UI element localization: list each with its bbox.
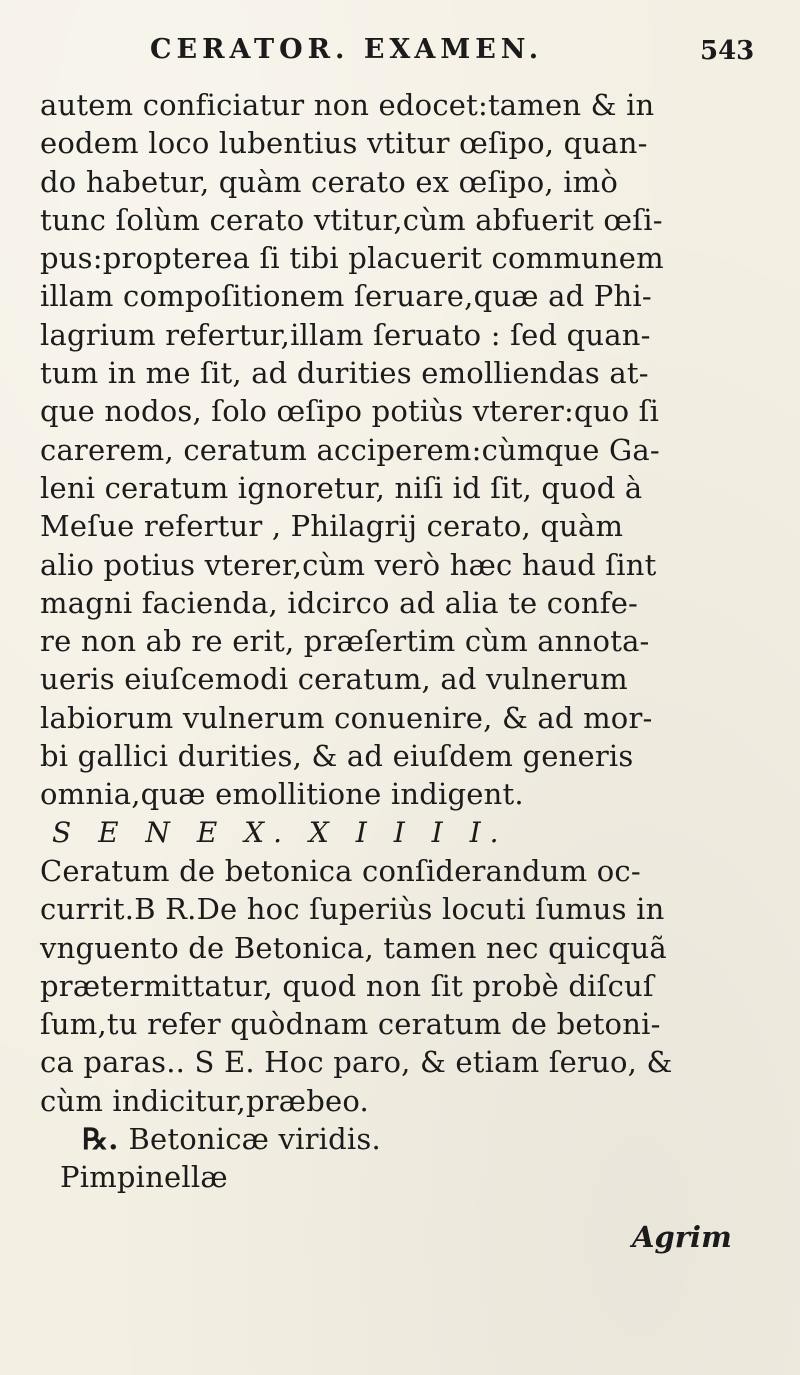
body-line: leni ceratum ignoretur, niſi id ſit, quod à [40,470,643,505]
body-line: alio potius vterer,cùm verò hæc haud ſint [40,547,657,582]
body-line: lagrium refertur,illam ſeruato : ſed quan- [40,317,651,352]
body-line: bi gallici durities, & ad eiuſdem generis [40,739,634,774]
section-line: ca paras.. S E. Hoc paro, & etiam ſeruo, & [40,1045,673,1080]
section-heading: S E N E X. X I I I I. [52,815,508,849]
page-number: 543 [700,36,755,66]
body-line: re non ab re erit, præſertim cùm annota- [40,624,650,659]
body-line: pus:propterea ſi tibi placuerit communem [40,241,664,276]
body-line: do habetur, quàm cerato ex œſipo, imò [40,164,619,199]
body-line: magni facienda, idcirco ad alia te confe- [40,585,639,620]
body-line: omnia,quæ emollitione indigent. [40,777,524,812]
text-block [40,86,780,1197]
recipe-ingredient: Betonicæ viridis. [128,1122,381,1157]
body-line: carerem, ceratum acciperem:cùmque Ga- [40,432,660,467]
recipe-symbol-icon: ℞. [82,1122,119,1157]
body-line: eodem loco lubentius vtitur œſipo, quan- [40,126,648,161]
body-line: labiorum vulnerum conuenire, & ad mor- [40,700,653,735]
catchword: Agrim [632,1220,732,1254]
body-line: tunc ſolùm cerato vtitur,cùm abfuerit œſi- [40,202,663,237]
body-line: Meſue refertur , Philagrij cerato, quàm [40,509,624,544]
recipe-line [40,1120,780,1158]
body-line: illam compoſitionem ſeruare,quæ ad Phi- [40,279,652,314]
section-line: currit.B R.De hoc ſuperiùs locuti ſumus in [40,892,665,927]
section-line: Ceratum de betonica conſiderandum oc- [40,853,641,888]
section-line: prætermittatur, quod non ſit probè diſcuſ [40,968,654,1003]
section-line: ſum,tu refer quòdnam ceratum de betoni- [40,1007,661,1042]
section-line: cùm indicitur,præbeo. [40,1083,369,1118]
recipe-line: Pimpinellæ [60,1160,228,1195]
body-line: ueris eiuſcemodi ceratum, ad vulnerum [40,662,628,697]
body-line: tum in me ſit, ad durities emolliendas at- [40,356,649,391]
body-line: que nodos, ſolo œſipo potiùs vterer:quo ſi [40,394,660,429]
body-line: autem conficiatur non edocet:tamen & in [40,88,655,122]
section-line: vnguento de Betonica, tamen nec quicquã [40,930,667,965]
running-title: CERATOR. EXAMEN. [150,34,544,65]
